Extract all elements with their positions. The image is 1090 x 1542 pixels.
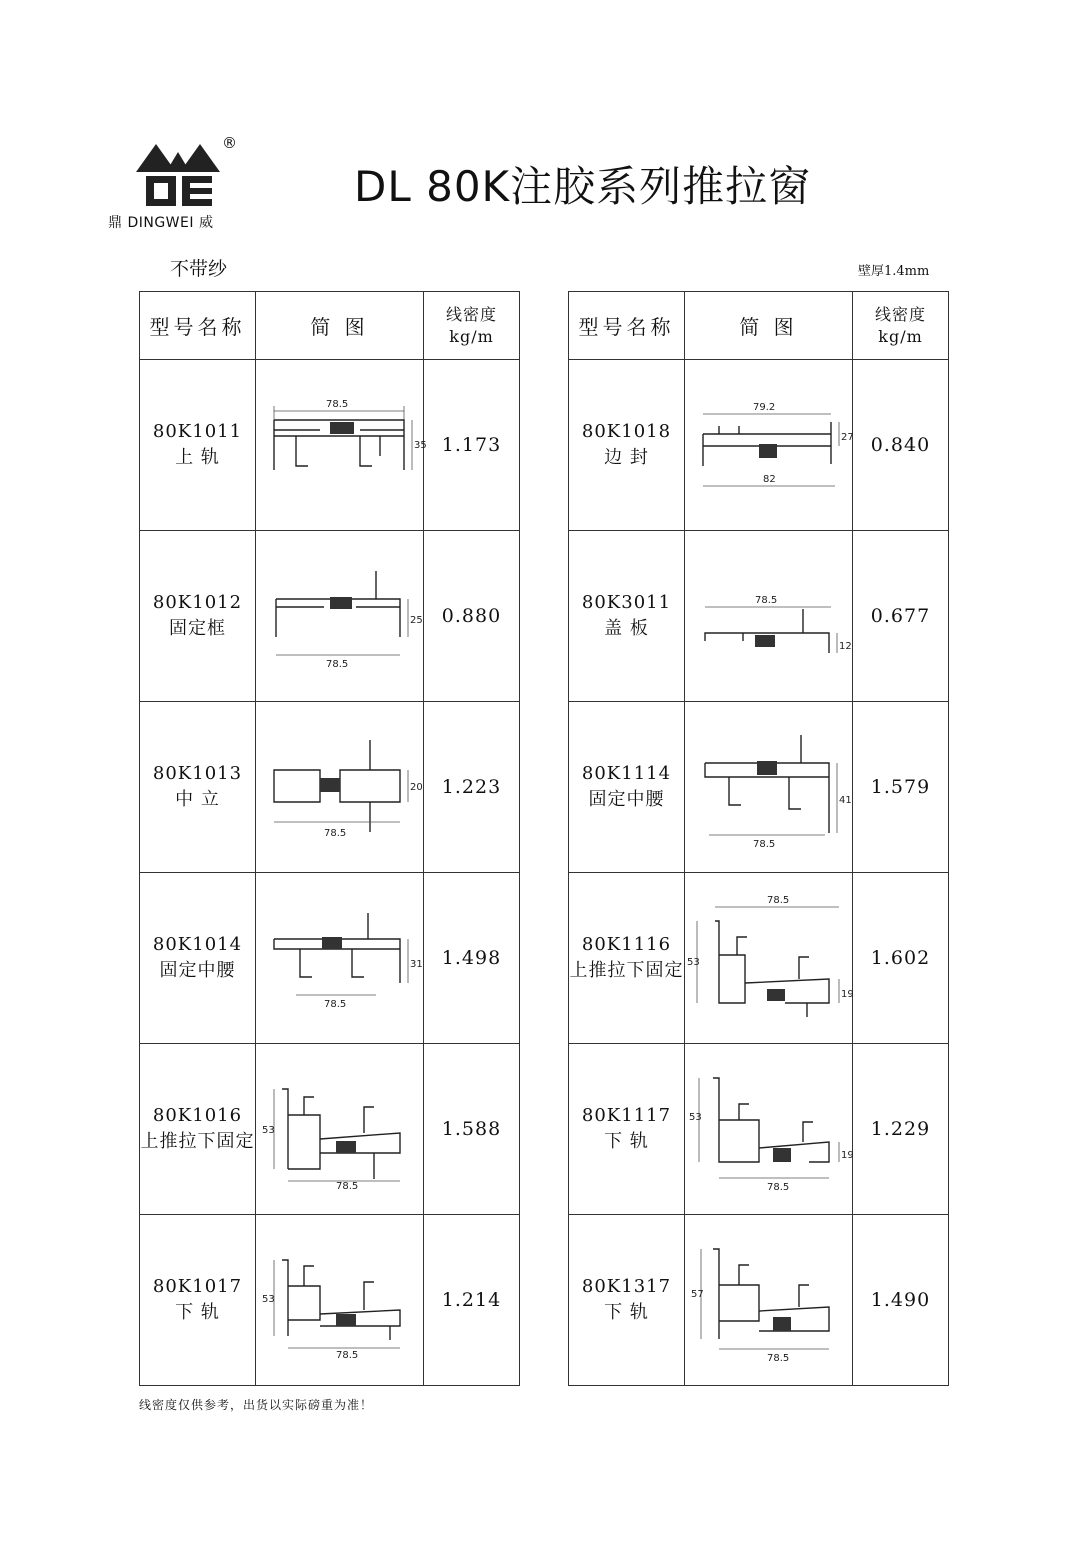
density-value: 0.880 [424,531,520,702]
model-cell [140,531,256,702]
registered-mark: ® [222,134,237,152]
model-cell [140,1044,256,1215]
density-value: 1.602 [853,873,949,1044]
table-header [569,292,949,360]
dim-height: 41 [838,795,852,806]
dim-side: 19 [840,1150,854,1161]
model-name: 固定框 [169,618,226,639]
dim-width: 78.5 [335,1350,358,1361]
model-code: 80K1017 [152,1276,243,1297]
dim-width: 78.5 [323,999,346,1010]
profile-drawing [260,390,427,500]
dim-height: 20 [409,782,423,793]
header-model: 型号名称 [140,292,256,360]
dim-height: 57 [690,1289,704,1300]
sketch-cell [256,1044,424,1215]
brand-text: 鼎 DINGWEI 威 [108,215,214,231]
dim-height: 53 [261,1125,275,1136]
model-code: 80K1013 [152,763,243,784]
density-value: 0.677 [853,531,949,702]
subtitle: 不带纱 [170,258,228,280]
model-code: 80K1018 [581,421,672,442]
dim-bottom: 82 [762,474,776,485]
model-cell [569,873,685,1044]
profile-drawing [689,727,852,850]
model-code: 80K1114 [581,763,672,784]
sketch-cell [256,702,424,873]
model-cell [569,360,685,531]
dim-side: 19 [840,989,854,1000]
sketch-cell [685,531,853,702]
model-name: 固定中腰 [159,960,236,981]
dim-height: 31 [409,959,423,970]
dim-height: 53 [688,1112,702,1123]
profile-drawing [689,1235,849,1365]
table-row [140,873,520,1044]
table-row [569,360,949,531]
sketch-cell [685,873,853,1044]
table-row [569,1044,949,1215]
model-code: 80K1011 [152,421,243,442]
model-code: 80K1116 [581,934,672,955]
model-cell [569,1044,685,1215]
model-code: 80K1014 [152,934,243,955]
profile-drawing [260,903,423,1013]
header-density-label: 线密度 [445,304,497,324]
table-row [140,531,520,702]
model-name: 上推拉下固定 [569,960,684,981]
model-cell [140,360,256,531]
header-density [853,292,949,360]
header-sketch: 简 图 [256,292,424,360]
profile-table-right [568,291,949,1386]
profile-drawing [260,1240,420,1360]
header-density-unit: kg/m [878,326,923,346]
model-code: 80K1117 [581,1105,672,1126]
table-row [140,1044,520,1215]
sketch-cell [256,873,424,1044]
wall-thickness: 壁厚1.4mm [858,264,930,279]
sketch-cell [685,1215,853,1386]
profile-drawing [688,1064,854,1194]
dim-height: 12 [838,641,852,652]
model-name: 边 封 [604,447,649,468]
model-cell [569,1215,685,1386]
model-name: 固定中腰 [588,789,665,810]
sketch-cell [685,702,853,873]
density-value: 1.498 [424,873,520,1044]
density-value: 1.579 [853,702,949,873]
page-title: DL 80K注胶系列推拉窗 [354,162,812,211]
profile-drawing [689,390,854,500]
model-cell [140,873,256,1044]
dim-height: 25 [409,615,423,626]
sketch-cell [256,360,427,531]
dim-height: 27 [840,432,854,443]
density-value: 1.214 [424,1215,520,1386]
header-density-unit: kg/m [449,326,494,346]
header-density-label: 线密度 [874,304,926,324]
density-value: 0.840 [853,360,949,531]
density-value: 1.223 [424,702,520,873]
sketch-cell [256,531,424,702]
header-sketch: 简 图 [685,292,853,360]
density-value: 1.173 [424,360,520,531]
dim-height: 35 [413,440,427,451]
table-row [569,873,949,1044]
footnote: 线密度仅供参考，出货以实际磅重为准！ [139,1398,374,1412]
model-name: 盖 板 [604,618,649,639]
table-row [569,702,949,873]
sketch-cell [256,1215,424,1386]
profile-drawing [689,561,852,671]
model-code: 80K1012 [152,592,243,613]
dim-width: 78.5 [323,828,346,839]
dim-width: 78.5 [752,839,775,850]
dim-width: 78.5 [325,399,348,410]
model-cell [140,702,256,873]
model-cell [569,531,685,702]
sketch-cell [685,1044,853,1215]
model-name: 下 轨 [604,1131,649,1152]
dim-height: 53 [261,1294,275,1305]
density-value: 1.229 [853,1044,949,1215]
header-density [424,292,520,360]
header-model: 型号名称 [569,292,685,360]
dim-width: 78.5 [766,895,789,906]
profile-drawing [260,561,423,671]
model-name: 下 轨 [175,1302,220,1323]
dim-height: 53 [686,957,700,968]
model-code: 80K1016 [152,1105,243,1126]
model-cell [140,1215,256,1386]
dim-width: 78.5 [754,595,777,606]
profile-table-left [139,291,520,1386]
dim-width: 78.5 [766,1182,789,1193]
density-value: 1.588 [424,1044,520,1215]
profile-drawing [260,1069,420,1192]
model-name: 上推拉下固定 [140,1131,255,1152]
table-header [140,292,520,360]
profile-drawing [260,732,423,842]
table-row [140,360,520,531]
model-name: 上 轨 [175,447,220,468]
model-code: 80K3011 [581,592,672,613]
sketch-cell [685,360,853,531]
profile-drawing [686,893,854,1023]
dim-width: 78.5 [325,659,348,670]
dim-width: 78.5 [766,1353,789,1364]
brand-logo [108,134,248,234]
model-name: 中 立 [175,789,220,810]
table-row [140,702,520,873]
model-code: 80K1317 [581,1276,672,1297]
dim-width: 78.5 [335,1181,358,1192]
table-row [140,1215,520,1386]
table-row [569,531,949,702]
density-value: 1.490 [853,1215,949,1386]
model-cell [569,702,685,873]
table-row [569,1215,949,1386]
model-name: 下 轨 [604,1302,649,1323]
dim-width: 79.2 [752,402,775,413]
dingwei-logo-mark [136,138,220,210]
